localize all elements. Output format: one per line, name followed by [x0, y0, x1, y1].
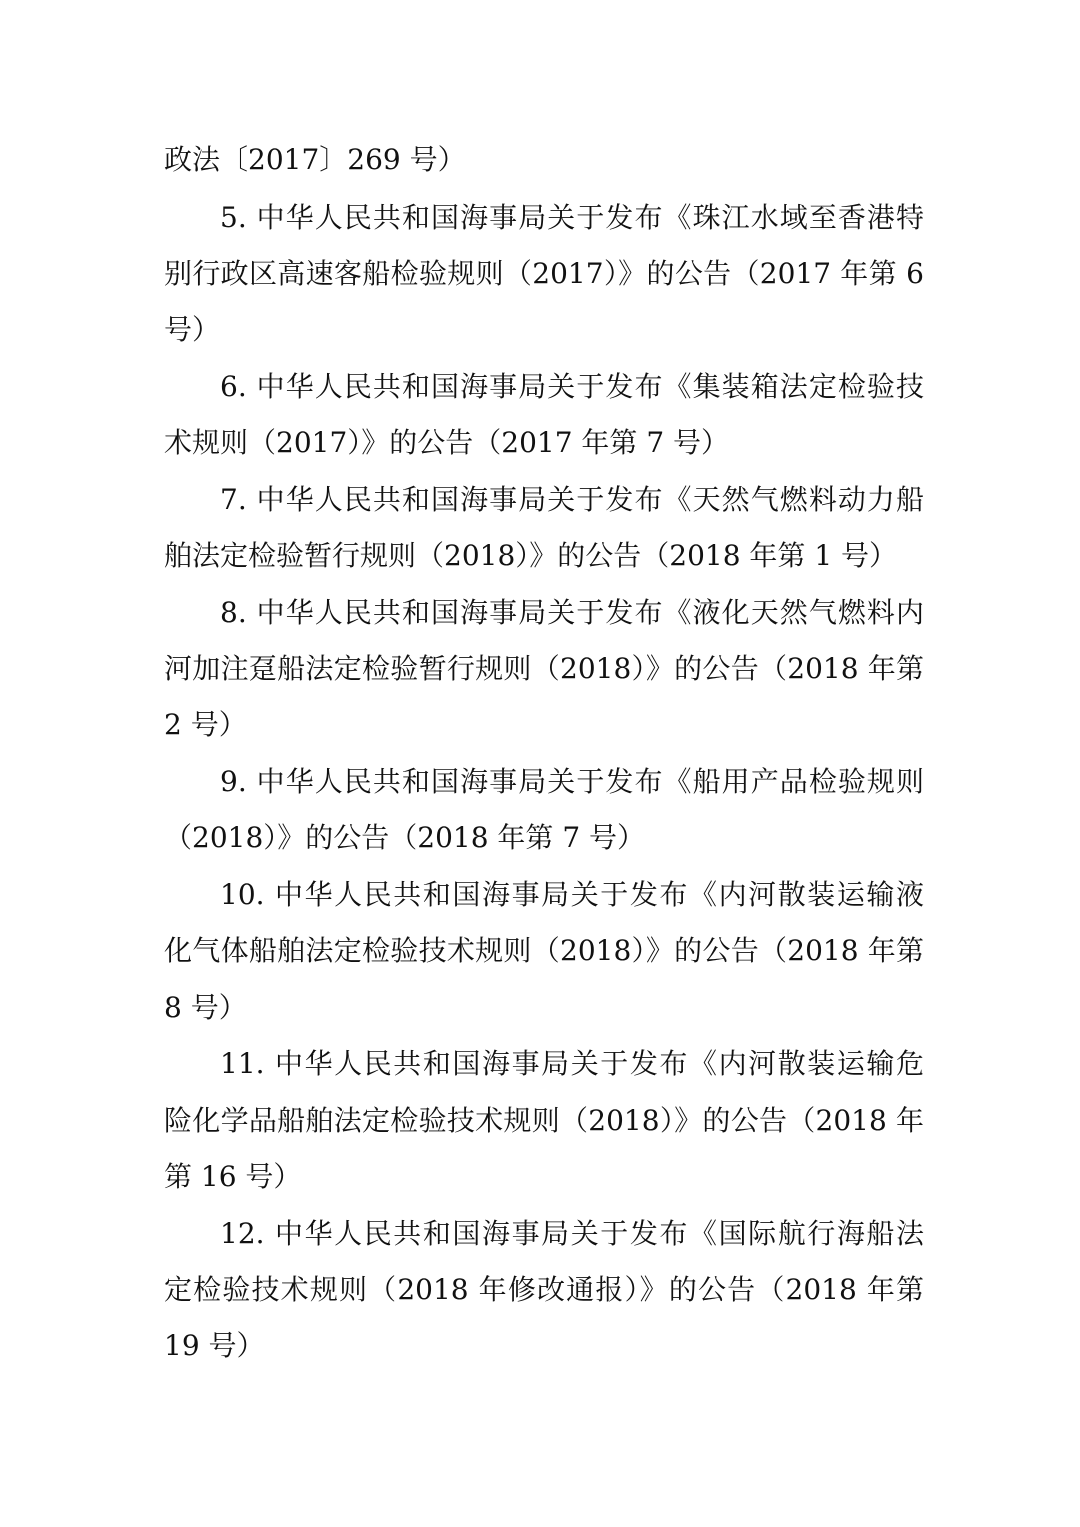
- text-line: 别行政区高速客船检验规则（2017）》的公告（2017 年第 6: [164, 257, 924, 290]
- text-line: 7. 中华人民共和国海事局关于发布《天然气燃料动力船: [220, 483, 924, 516]
- text-line: （2018）》的公告（2018 年第 7 号）: [164, 821, 646, 854]
- text-line: 舶法定检验暂行规则（2018）》的公告（2018 年第 1 号）: [164, 539, 898, 572]
- text-line: 6. 中华人民共和国海事局关于发布《集装箱法定检验技: [220, 370, 924, 403]
- text-line: 定检验技术规则（2018 年修改通报）》的公告（2018 年第: [164, 1273, 924, 1306]
- text-line: 9. 中华人民共和国海事局关于发布《船用产品检验规则: [220, 765, 924, 798]
- text-line: 化气体船舶法定检验技术规则（2018）》的公告（2018 年第: [164, 934, 924, 967]
- text-line: 河加注趸船法定检验暂行规则（2018）》的公告（2018 年第: [164, 652, 924, 685]
- text-line: 12. 中华人民共和国海事局关于发布《国际航行海船法: [220, 1217, 924, 1250]
- text-line: 术规则（2017）》的公告（2017 年第 7 号）: [164, 426, 730, 459]
- text-line: 政法〔2017〕269 号）: [164, 143, 466, 176]
- text-line: 2 号）: [164, 708, 247, 741]
- text-line: 8 号）: [164, 991, 247, 1024]
- text-line: 5. 中华人民共和国海事局关于发布《珠江水域至香港特: [220, 201, 924, 234]
- text-line: 号）: [164, 313, 221, 346]
- text-line: 10. 中华人民共和国海事局关于发布《内河散装运输液: [220, 878, 924, 911]
- text-line: 19 号）: [164, 1329, 265, 1362]
- text-line: 第 16 号）: [164, 1160, 302, 1193]
- text-line: 8. 中华人民共和国海事局关于发布《液化天然气燃料内: [220, 596, 924, 629]
- text-line: 险化学品船舶法定检验技术规则（2018）》的公告（2018 年: [164, 1104, 924, 1137]
- text-line: 11. 中华人民共和国海事局关于发布《内河散装运输危: [220, 1047, 924, 1080]
